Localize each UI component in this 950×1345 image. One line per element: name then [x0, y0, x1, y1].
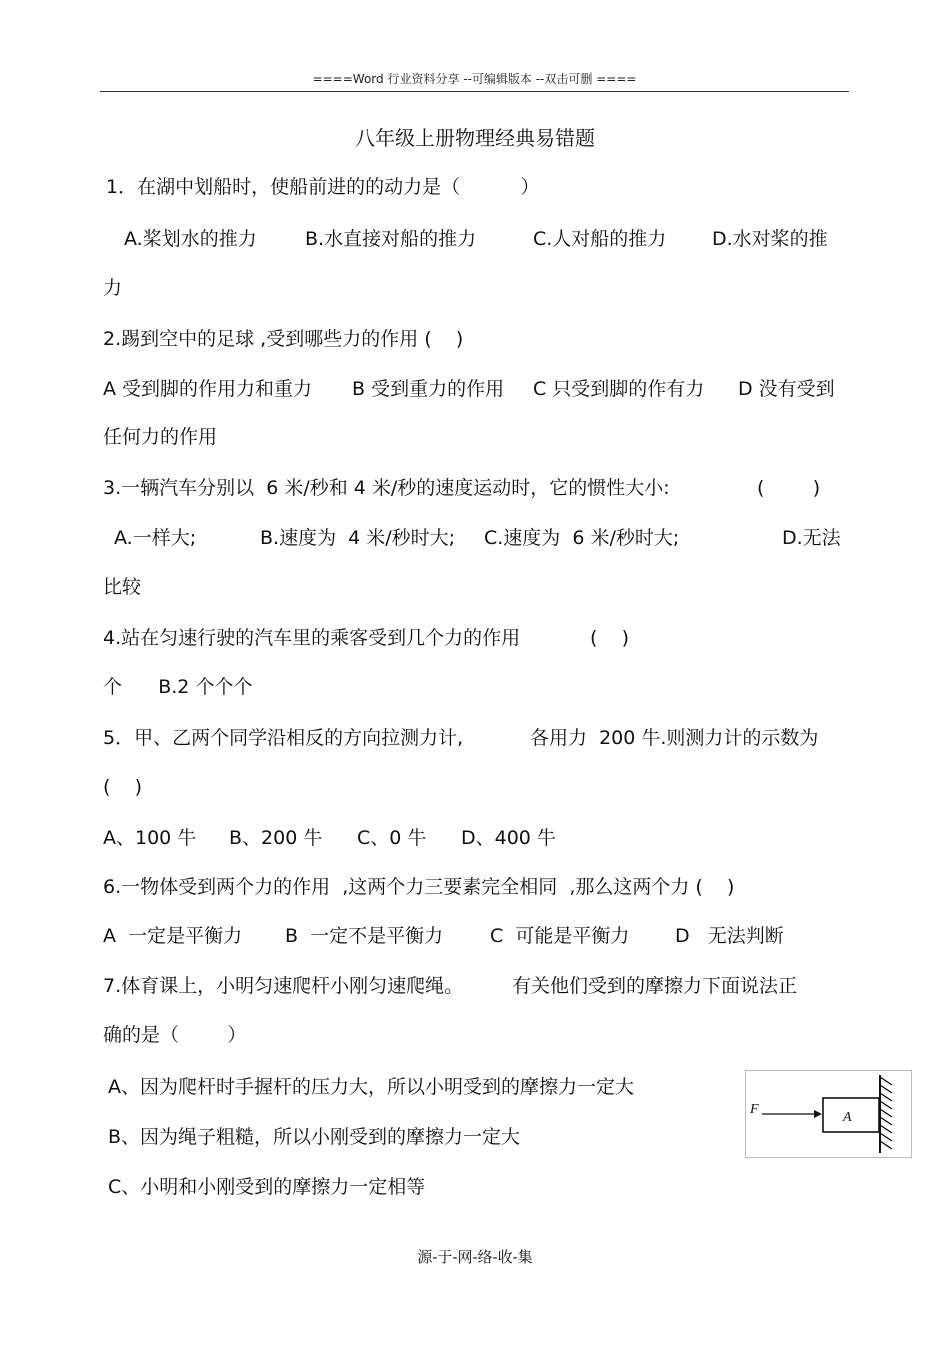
- question-7-option-c: C、小明和小刚受到的摩擦力一定相等: [108, 1176, 426, 1198]
- question-1-option-a: A.桨划水的推力: [124, 228, 257, 250]
- question-1-option-c: C.人对船的推力: [533, 228, 667, 250]
- question-2-wrap: 任何力的作用: [103, 426, 218, 448]
- question-6-option-b: B 一定不是平衡力: [285, 925, 444, 947]
- block-label: A: [843, 1110, 852, 1125]
- question-7-stem-tail: 有关他们受到的摩擦力下面说法正: [512, 975, 798, 997]
- question-5-stem: 5．甲、乙两个同学沿相反的方向拉测力计,: [103, 727, 464, 749]
- force-diagram: [745, 1070, 912, 1158]
- question-3-option-a: A.一样大;: [114, 527, 197, 549]
- question-6-option-d: D 无法判断: [675, 925, 784, 947]
- page-footer: 源-于-网-络-收-集: [417, 1248, 533, 1266]
- question-7-wrap: 确的是（ ）: [103, 1024, 247, 1046]
- force-label: F: [750, 1102, 759, 1117]
- question-3-option-d: D.无法: [782, 527, 841, 549]
- question-6-option-c: C 可能是平衡力: [490, 925, 630, 947]
- question-5-option-a: A、100 牛: [103, 827, 197, 849]
- question-3-option-b: B.速度为 4 米/秒时大;: [260, 527, 456, 549]
- question-7-stem: 7.体育课上，小明匀速爬杆小刚匀速爬绳。: [103, 975, 464, 997]
- force-diagram-svg: [746, 1071, 911, 1157]
- page-title: 八年级上册物理经典易错题: [355, 126, 595, 150]
- question-5-option-b: B、200 牛: [229, 827, 323, 849]
- question-6-option-a: A 一定是平衡力: [103, 925, 243, 947]
- question-5-stem-tail: 各用力 200 牛.则测力计的示数为: [530, 727, 819, 749]
- question-3-option-c: C.速度为 6 米/秒时大;: [484, 527, 680, 549]
- question-2-stem: 2.踢到空中的足球 ,受到哪些力的作用 ( ): [103, 328, 464, 350]
- question-1-option-d: D.水对桨的推: [712, 228, 828, 250]
- question-4-paren: ( ): [590, 627, 629, 649]
- question-3-paren: ( ): [757, 477, 821, 499]
- question-1-wrap: 力: [103, 277, 123, 299]
- question-2-option-b: B 受到重力的作用: [352, 378, 505, 400]
- question-2-option-d: D 没有受到: [738, 378, 835, 400]
- question-5-option-d: D、400 牛: [461, 827, 556, 849]
- force-arrowhead: [814, 1110, 822, 1118]
- question-1-stem: 1．在湖中划船时，使船前进的的动力是（ ）: [106, 176, 540, 198]
- question-1-option-b: B.水直接对船的推力: [305, 228, 477, 250]
- question-5-wrap: ( ): [103, 776, 142, 798]
- question-3-stem: 3.一辆汽车分别以 6 米/秒和 4 米/秒的速度运动时，它的惯性大小:: [103, 477, 670, 499]
- question-7-option-a: A、因为爬杆时手握杆的压力大，所以小明受到的摩擦力一定大: [108, 1076, 634, 1098]
- question-3-wrap: 比较: [103, 576, 142, 598]
- question-4-options: 个 B.2 个个个: [103, 676, 253, 698]
- question-5-option-c: C、0 牛: [357, 827, 427, 849]
- wall-hatching: [880, 1077, 892, 1149]
- question-2-option-a: A 受到脚的作用力和重力: [103, 378, 313, 400]
- header-text: ====Word 行业资料分享 --可编辑版本 --双击可删 ====: [312, 72, 637, 86]
- question-2-option-c: C 只受到脚的作有力: [533, 378, 705, 400]
- page-header: [100, 70, 849, 92]
- question-6-stem: 6.一物体受到两个力的作用 ,这两个力三要素完全相同 ,那么这两个力 ( ): [103, 876, 735, 898]
- question-4-stem: 4.站在匀速行驶的汽车里的乘客受到几个力的作用: [103, 627, 521, 649]
- question-7-option-b: B、因为绳子粗糙，所以小刚受到的摩擦力一定大: [108, 1126, 521, 1148]
